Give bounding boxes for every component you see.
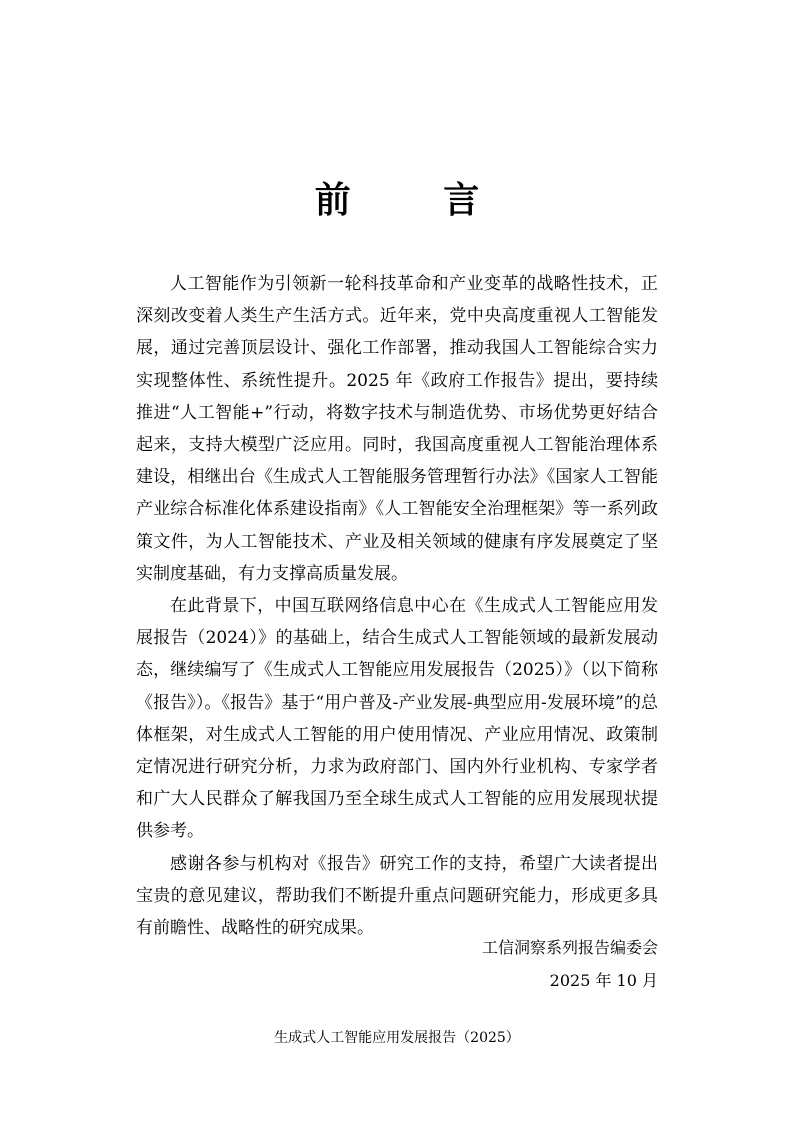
signature-date: 2025 年 10 月: [549, 971, 658, 990]
paragraph-2: 在此背景下，中国互联网络信息中心在《生成式人工智能应用发展报告（2024）》的基础上，结合生成式人工智能领域的最新发展动态，继续编写了《生成式人工智能应用发展报告（2025）》（以下简称《报告》）。《报告》基于“用户普及-产业发展-典型应用-发展环境”的总体框架，对生成式人工智能的用户使用情况、产业应用情况、政策制定情况进行研究分析，力求为政府部门、国内外行业机构、专家学者和广大人民群众了解我国乃至全球生成式人工智能的应用发展现状提供参考。: [136, 596, 658, 842]
paragraph-3: 感谢各参与机构对《报告》研究工作的支持，希望广大读者提出宝贵的意见建议，帮助我们不断提升重点问题研究能力，形成更多具有前瞻性、战略性的研究成果。: [136, 853, 658, 939]
signature-organization: 工信洞察系列报告编委会: [481, 938, 658, 957]
preface-body: [136, 268, 658, 944]
paragraph-1: 人工智能作为引领新一轮科技革命和产业变革的战略性技术，正深刻改变着人类生产生活方式。近年来，党中央高度重视人工智能发展，通过完善顶层设计、强化工作部署，推动我国人工智能综合实力实现整体性、系统性提升。2025 年《政府工作报告》提出，要持续推进“人工智能+”行动，将数字技术与制造优势、市场优势更好结合起来，支持大模型广泛应用。同时，我国高度重视人工智能治理体系建设，相继出台《生成式人工智能服务管理暂行办法》《国家人工智能产业综合标准化体系建设指南》《人工智能安全治理框架》等一系列政策文件，为人工智能技术、产业及相关领域的健康有序发展奠定了坚实制度基础，有力支撑高质量发展。: [136, 274, 658, 584]
page-title: 前 言: [314, 179, 520, 221]
page-footer: 生成式人工智能应用发展报告（2025）: [274, 1030, 520, 1046]
